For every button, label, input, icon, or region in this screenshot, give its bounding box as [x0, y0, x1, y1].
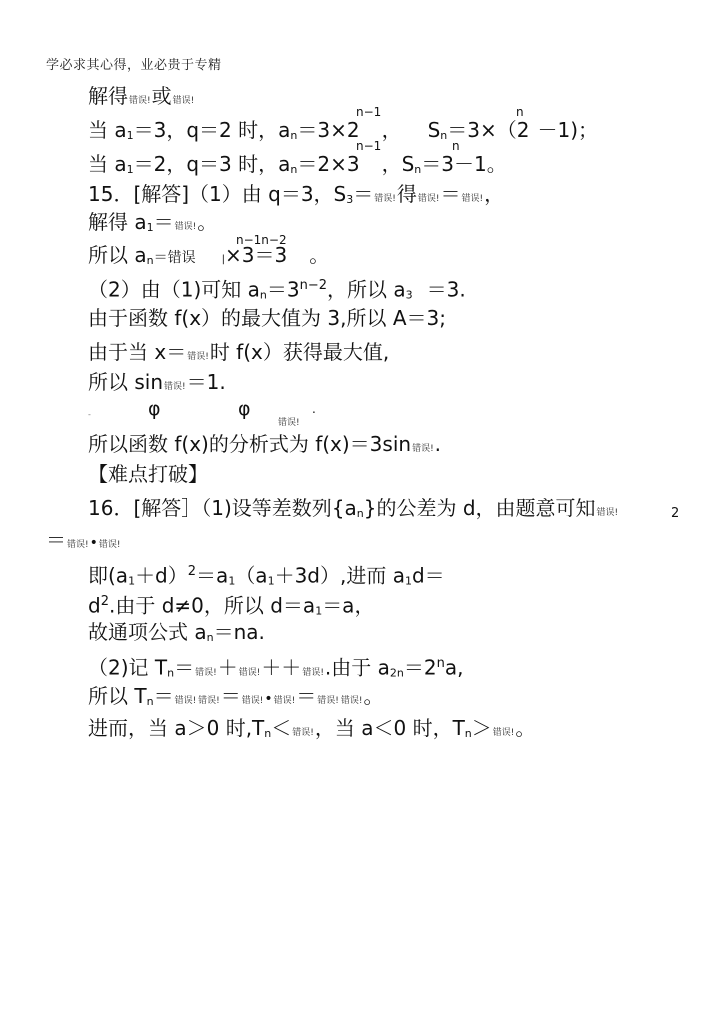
phi-symbol: φ — [238, 398, 251, 420]
line-conclusion: 进而，当 a＞0 时,Tn＜错误!，当 a＜0 时，Tn＞错误!。 — [88, 716, 536, 740]
error-placeholder: 错误! — [461, 194, 484, 204]
section-heading: 【难点打破】 — [88, 462, 208, 486]
error-placeholder: 错误! — [98, 540, 121, 550]
line-general-term: 故通项公式 an＝na. — [88, 620, 265, 644]
line-tn: （2)记 Tn＝错误!＋错误!＋＋错误!.由于 $a2n=2^na$, — [88, 655, 464, 680]
line-function: 所以函数 f(x)的分析式为 f(x)＝3sin错误!. — [88, 432, 442, 456]
error-placeholder: 错误! — [187, 352, 209, 362]
error-placeholder: 错误! — [492, 728, 515, 738]
error-placeholder: 错误! — [241, 696, 264, 706]
line-an: 所以 an＝错误 |×3＝3 。 — [88, 243, 330, 267]
line-case-1: 当 a1＝3，q＝2 时，an＝3×2 ， Sn＝3×（2 －1)； — [88, 118, 599, 142]
error-placeholder: 错误! — [195, 667, 217, 678]
line-d2: $d^2$.由于 d≠0，所以 d＝a1＝a， — [88, 593, 375, 618]
line-max: 由于函数 f(x）的最大值为 3,所以 A＝3; — [88, 306, 446, 330]
error-placeholder: 错误! — [174, 696, 197, 706]
error-placeholder: 错误! — [317, 696, 339, 706]
exponent: n−1n−2 — [236, 233, 287, 247]
page-header: 学必求其心得，业必贵于专精 — [46, 58, 222, 73]
error-placeholder: 错误! — [172, 96, 195, 106]
exponent: n−1 — [356, 105, 382, 119]
error-placeholder: 错误! — [164, 382, 186, 392]
fragment-dot: . — [312, 402, 316, 416]
line-case-2: 当 a1＝2，q＝3 时，an＝2×3 ，Sn＝3－1。 — [88, 152, 507, 176]
error-placeholder: 错误! — [292, 728, 314, 738]
error-placeholder: 错误! — [273, 696, 296, 706]
error-placeholder: 错误! — [374, 194, 396, 204]
error-placeholder: 错误! — [174, 222, 197, 232]
error-placeholder: 错误! — [412, 444, 434, 454]
line-part2: （2）由（1)可知 $an=3^{n-2}$，所以 a3 ＝3. — [88, 277, 466, 302]
line-ie: 即(a1＋d）$^2$＝a1（a1＋3d）,进而 a1d＝ — [88, 563, 445, 588]
error-placeholder: 错误! — [198, 696, 220, 706]
error-placeholder: 错误! — [129, 96, 151, 106]
line-so-tn: 所以 Tn＝错误! 错误!＝错误!•错误!＝错误! 错误!。 — [88, 684, 384, 708]
error-placeholder: 错误! — [417, 194, 440, 204]
line-q15: 15．[解答]（1）由 q＝3，S3＝错误!得错误!＝错误!， — [88, 182, 505, 206]
line-solve-a1: 解得 a1＝错误!。 — [88, 210, 218, 234]
fragment-mark: - — [88, 410, 91, 419]
error-placeholder: 错误! — [278, 418, 300, 428]
page-number: 2 — [671, 506, 680, 521]
line-sin: 所以 sin错误!＝1. — [88, 370, 226, 394]
line-equation: ＝错误!•错误! — [46, 528, 121, 552]
error-placeholder: 错误! — [302, 667, 324, 678]
line-q16: 16．[解答］（1)设等差数列{an}的公差为 d，由题意可知错误! — [88, 496, 619, 520]
exponent: n−1 — [356, 139, 382, 153]
exponent: n — [452, 139, 460, 153]
exponent: n — [516, 105, 524, 119]
line-when-x: 由于当 x＝错误!时 f(x）获得最大值, — [88, 340, 390, 364]
error-placeholder: 错误! — [67, 540, 89, 550]
error-placeholder: 错误! — [340, 696, 363, 706]
error-placeholder: 错误! — [596, 508, 619, 518]
error-placeholder: 错误! — [238, 667, 261, 678]
phi-symbol: φ — [148, 398, 161, 420]
line-solve: 解得错误!或错误! — [88, 84, 195, 108]
